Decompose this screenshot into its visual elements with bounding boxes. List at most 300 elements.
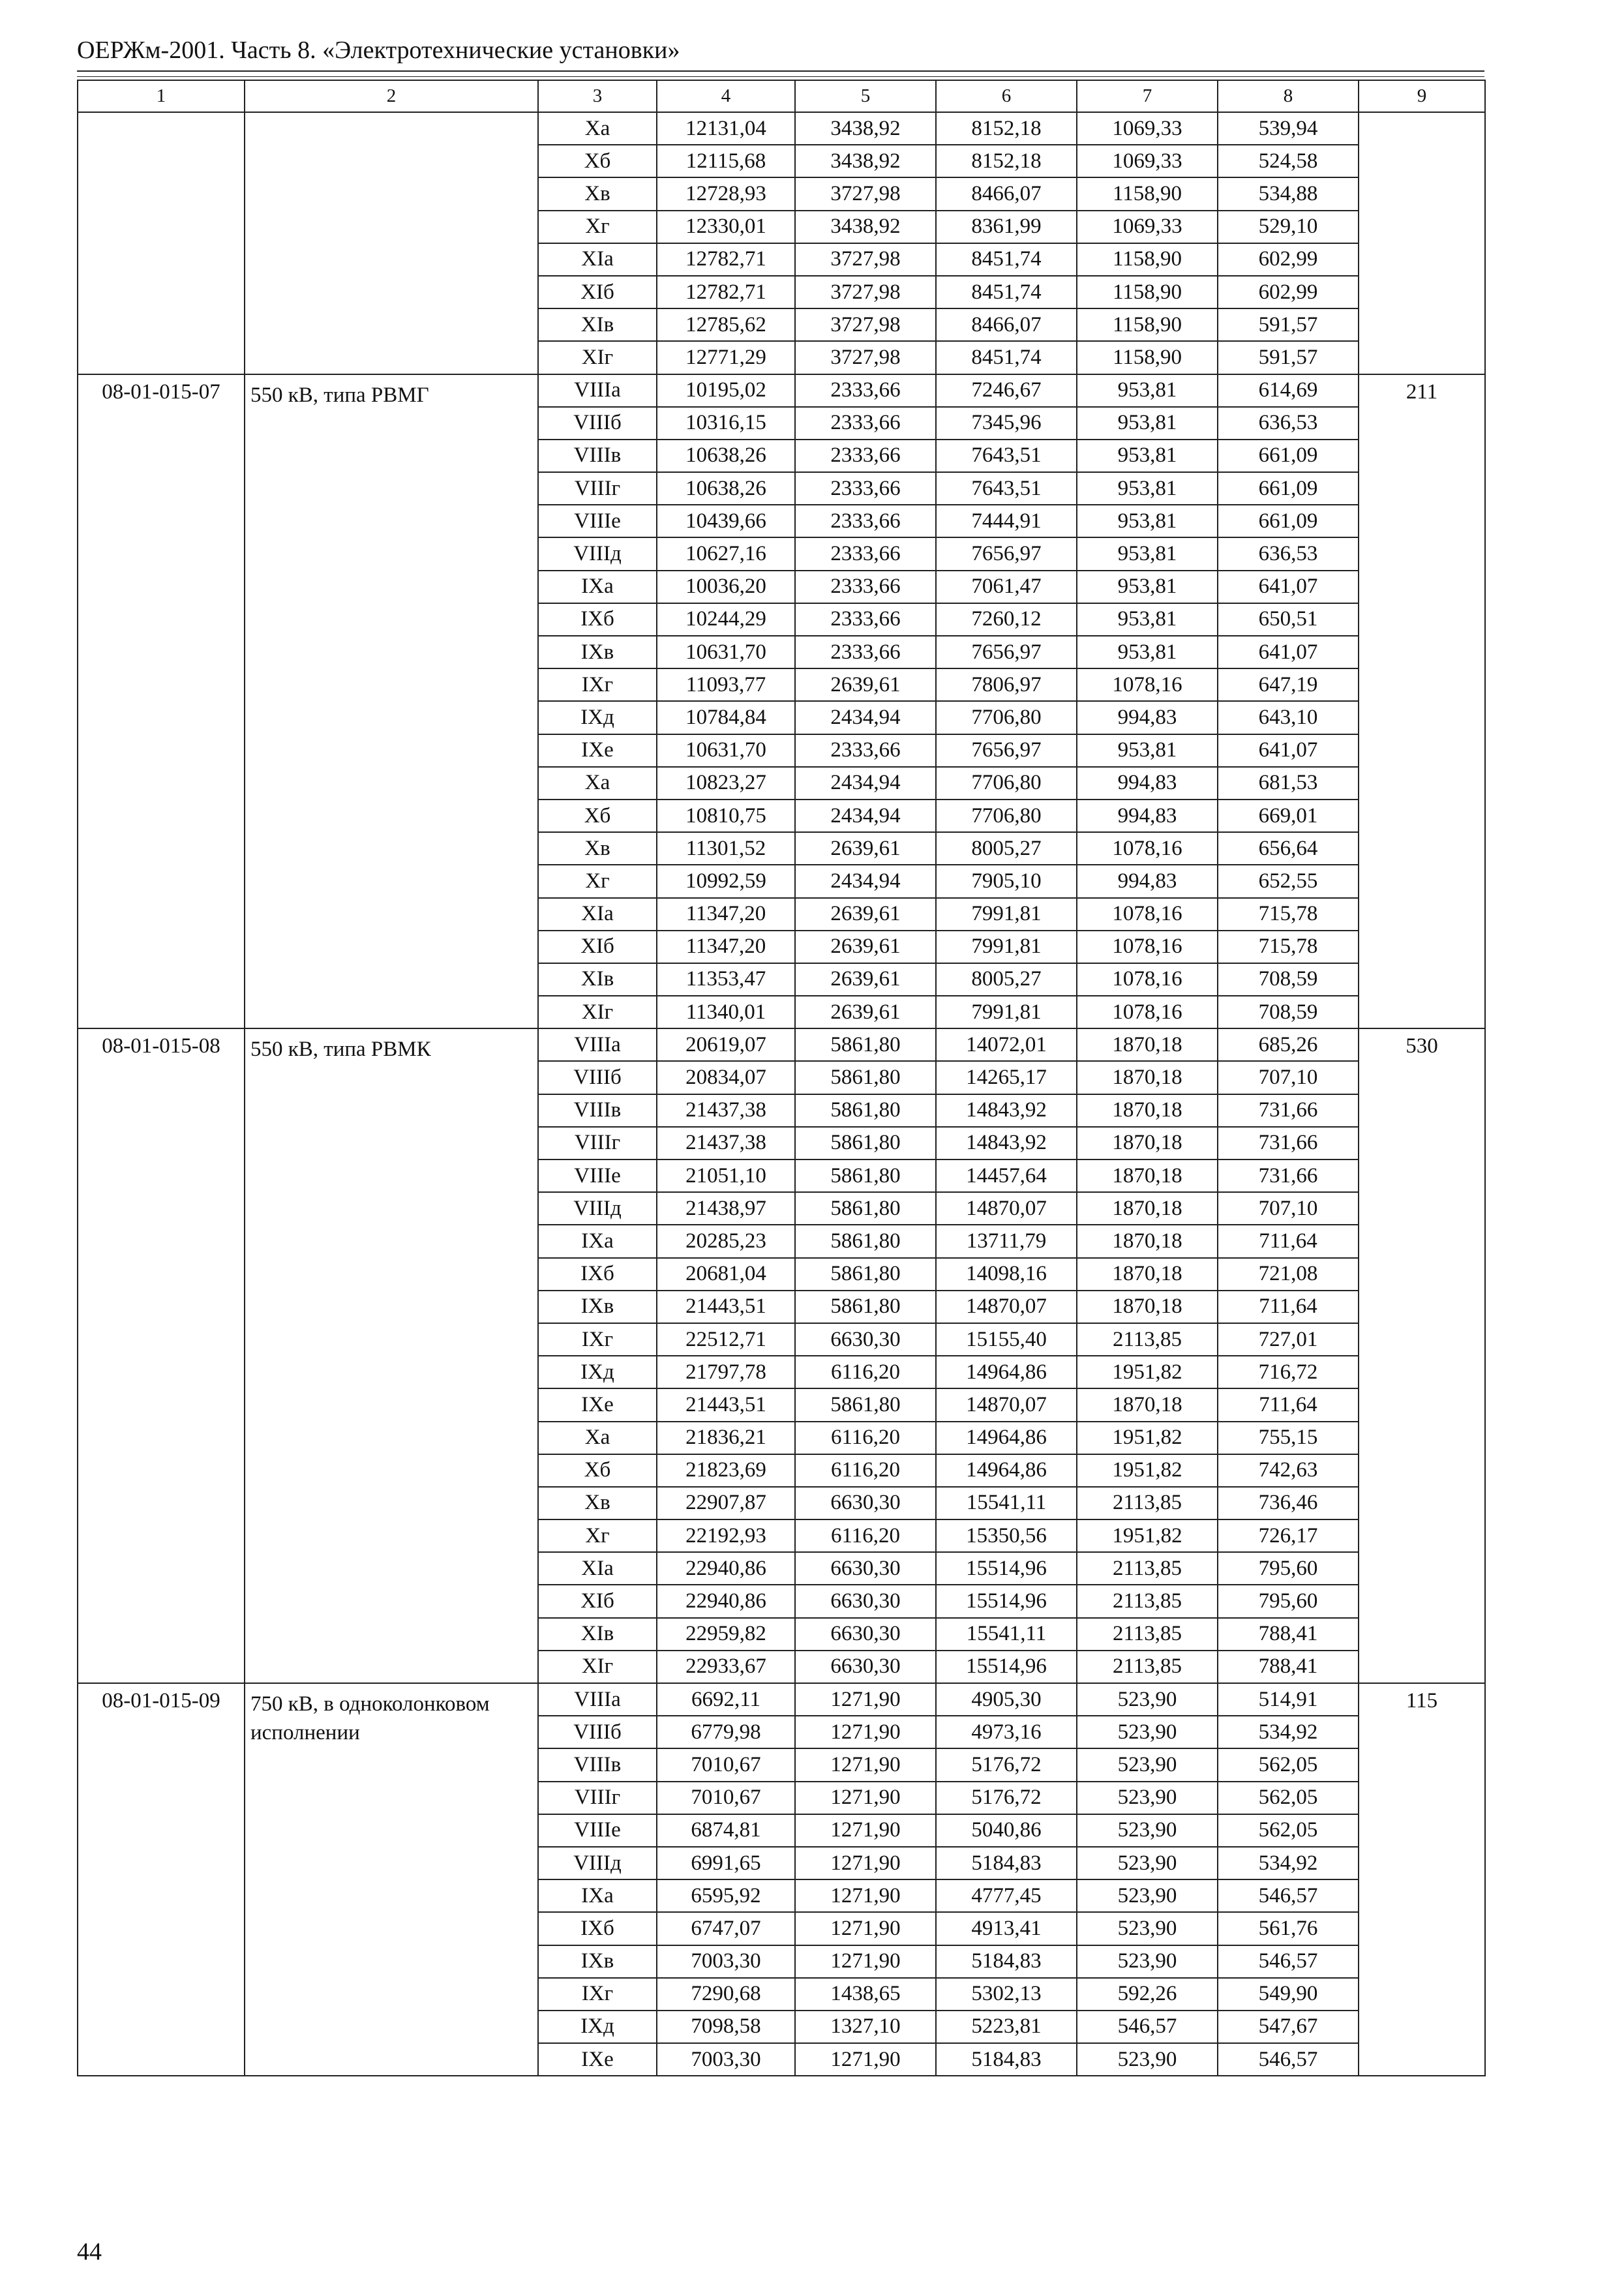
cost-materials: 707,10 bbox=[1218, 1061, 1359, 1094]
cost-total: 7010,67 bbox=[657, 1782, 795, 1814]
cost-wages: 5861,80 bbox=[795, 1159, 936, 1192]
cost-materials: 549,90 bbox=[1218, 1978, 1359, 2011]
cost-wages: 6630,30 bbox=[795, 1552, 936, 1585]
cost-machines: 5184,83 bbox=[936, 2043, 1077, 2076]
cost-wages: 6630,30 bbox=[795, 1585, 936, 1617]
cost-materials: 547,67 bbox=[1218, 2011, 1359, 2043]
cost-machinist-wages: 2113,85 bbox=[1077, 1487, 1218, 1519]
section-designation: XIб bbox=[538, 276, 657, 308]
cost-wages: 5861,80 bbox=[795, 1291, 936, 1323]
cost-materials: 524,58 bbox=[1218, 145, 1359, 177]
cost-materials: 788,41 bbox=[1218, 1651, 1359, 1683]
cost-materials: 534,88 bbox=[1218, 177, 1359, 210]
section-designation: IXб bbox=[538, 603, 657, 636]
cost-materials: 602,99 bbox=[1218, 243, 1359, 276]
cost-wages: 2639,61 bbox=[795, 832, 936, 865]
cost-materials: 711,64 bbox=[1218, 1225, 1359, 1257]
cost-total: 21437,38 bbox=[657, 1127, 795, 1159]
cost-machines: 8152,18 bbox=[936, 145, 1077, 177]
section-designation: XIг bbox=[538, 996, 657, 1028]
cost-machinist-wages: 1870,18 bbox=[1077, 1258, 1218, 1291]
item-col9-value: 211 bbox=[1359, 374, 1485, 1029]
cost-machines: 5184,83 bbox=[936, 1945, 1077, 1978]
cost-machines: 5184,83 bbox=[936, 1847, 1077, 1879]
cost-wages: 1271,90 bbox=[795, 1782, 936, 1814]
cost-materials: 731,66 bbox=[1218, 1094, 1359, 1127]
cost-machines: 7706,80 bbox=[936, 767, 1077, 800]
cost-wages: 2333,66 bbox=[795, 472, 936, 505]
cost-wages: 1438,65 bbox=[795, 1978, 936, 2011]
cost-machines: 14843,92 bbox=[936, 1127, 1077, 1159]
cost-machines: 7905,10 bbox=[936, 865, 1077, 897]
cost-wages: 6630,30 bbox=[795, 1618, 936, 1651]
section-designation: VIIIг bbox=[538, 1127, 657, 1159]
cost-wages: 1271,90 bbox=[795, 1748, 936, 1781]
cost-total: 21797,78 bbox=[657, 1356, 795, 1388]
cost-materials: 534,92 bbox=[1218, 1716, 1359, 1748]
cost-total: 10823,27 bbox=[657, 767, 795, 800]
cost-machines: 14098,16 bbox=[936, 1258, 1077, 1291]
cost-machinist-wages: 1158,90 bbox=[1077, 243, 1218, 276]
cost-machinist-wages: 953,81 bbox=[1077, 537, 1218, 570]
cost-materials: 614,69 bbox=[1218, 374, 1359, 407]
cost-total: 22907,87 bbox=[657, 1487, 795, 1519]
cost-machinist-wages: 2113,85 bbox=[1077, 1552, 1218, 1585]
section-designation: VIIIд bbox=[538, 1847, 657, 1879]
column-number: 4 bbox=[657, 80, 795, 112]
cost-wages: 6630,30 bbox=[795, 1651, 936, 1683]
cost-machines: 8005,27 bbox=[936, 832, 1077, 865]
cost-wages: 1271,90 bbox=[795, 1716, 936, 1748]
cost-total: 7003,30 bbox=[657, 2043, 795, 2076]
cost-wages: 6116,20 bbox=[795, 1454, 936, 1487]
section-designation: Xб bbox=[538, 800, 657, 832]
cost-machinist-wages: 1069,33 bbox=[1077, 145, 1218, 177]
cost-total: 6747,07 bbox=[657, 1912, 795, 1945]
cost-wages: 6630,30 bbox=[795, 1323, 936, 1356]
cost-machines: 13711,79 bbox=[936, 1225, 1077, 1257]
column-number-row bbox=[78, 80, 1485, 112]
cost-machinist-wages: 523,90 bbox=[1077, 2043, 1218, 2076]
cost-machines: 14870,07 bbox=[936, 1291, 1077, 1323]
cost-total: 22512,71 bbox=[657, 1323, 795, 1356]
cost-machines: 5223,81 bbox=[936, 2011, 1077, 2043]
cost-machines: 8466,07 bbox=[936, 177, 1077, 210]
cost-machinist-wages: 1158,90 bbox=[1077, 341, 1218, 374]
cost-machines: 15350,56 bbox=[936, 1519, 1077, 1552]
cost-machines: 5176,72 bbox=[936, 1748, 1077, 1781]
cost-wages: 2434,94 bbox=[795, 800, 936, 832]
cost-machines: 15155,40 bbox=[936, 1323, 1077, 1356]
cost-wages: 3727,98 bbox=[795, 177, 936, 210]
cost-machinist-wages: 523,90 bbox=[1077, 1716, 1218, 1748]
column-number: 5 bbox=[795, 80, 936, 112]
cost-wages: 3727,98 bbox=[795, 308, 936, 341]
section-designation: VIIIв bbox=[538, 1748, 657, 1781]
cost-total: 10195,02 bbox=[657, 374, 795, 407]
cost-materials: 529,10 bbox=[1218, 211, 1359, 243]
cost-machines: 4905,30 bbox=[936, 1683, 1077, 1716]
cost-wages: 2333,66 bbox=[795, 374, 936, 407]
section-designation: VIIIв bbox=[538, 440, 657, 472]
cost-total: 6779,98 bbox=[657, 1716, 795, 1748]
cost-total: 21443,51 bbox=[657, 1291, 795, 1323]
cost-machinist-wages: 1951,82 bbox=[1077, 1356, 1218, 1388]
cost-machinist-wages: 1078,16 bbox=[1077, 898, 1218, 931]
cost-machines: 5040,86 bbox=[936, 1814, 1077, 1847]
cost-machines: 14870,07 bbox=[936, 1192, 1077, 1225]
cost-materials: 539,94 bbox=[1218, 112, 1359, 145]
section-designation: IXг bbox=[538, 1978, 657, 2011]
cost-machinist-wages: 1870,18 bbox=[1077, 1192, 1218, 1225]
section-designation: VIIIд bbox=[538, 1192, 657, 1225]
cost-materials: 647,19 bbox=[1218, 668, 1359, 701]
cost-machinist-wages: 1078,16 bbox=[1077, 963, 1218, 996]
cost-total: 6874,81 bbox=[657, 1814, 795, 1847]
cost-wages: 3438,92 bbox=[795, 145, 936, 177]
section-designation: IXе bbox=[538, 1388, 657, 1421]
section-designation: VIIIб bbox=[538, 1061, 657, 1094]
section-designation: Xб bbox=[538, 145, 657, 177]
cost-materials: 591,57 bbox=[1218, 308, 1359, 341]
section-designation: VIIIа bbox=[538, 1683, 657, 1716]
cost-materials: 661,09 bbox=[1218, 440, 1359, 472]
cost-wages: 2333,66 bbox=[795, 571, 936, 603]
section-designation: Xа bbox=[538, 112, 657, 145]
cost-wages: 1271,90 bbox=[795, 1912, 936, 1945]
cost-total: 21051,10 bbox=[657, 1159, 795, 1192]
cost-materials: 731,66 bbox=[1218, 1159, 1359, 1192]
cost-materials: 561,76 bbox=[1218, 1912, 1359, 1945]
cost-materials: 514,91 bbox=[1218, 1683, 1359, 1716]
cost-materials: 708,59 bbox=[1218, 963, 1359, 996]
cost-total: 10992,59 bbox=[657, 865, 795, 897]
cost-machines: 7656,97 bbox=[936, 537, 1077, 570]
cost-machinist-wages: 1870,18 bbox=[1077, 1127, 1218, 1159]
cost-wages: 2333,66 bbox=[795, 603, 936, 636]
cost-total: 21438,97 bbox=[657, 1192, 795, 1225]
cost-machines: 8361,99 bbox=[936, 211, 1077, 243]
cost-materials: 708,59 bbox=[1218, 996, 1359, 1028]
cost-wages: 1327,10 bbox=[795, 2011, 936, 2043]
cost-wages: 3727,98 bbox=[795, 243, 936, 276]
cost-total: 10638,26 bbox=[657, 472, 795, 505]
section-designation: IXв bbox=[538, 1291, 657, 1323]
cost-wages: 3438,92 bbox=[795, 211, 936, 243]
section-designation: VIIIг bbox=[538, 1782, 657, 1814]
section-designation: VIIIе bbox=[538, 505, 657, 537]
column-number: 2 bbox=[245, 80, 538, 112]
item-col9-value bbox=[1359, 112, 1485, 374]
cost-materials: 562,05 bbox=[1218, 1782, 1359, 1814]
section-designation: Xб bbox=[538, 1454, 657, 1487]
cost-machinist-wages: 953,81 bbox=[1077, 636, 1218, 668]
cost-machines: 7444,91 bbox=[936, 505, 1077, 537]
cost-wages: 2333,66 bbox=[795, 505, 936, 537]
cost-materials: 650,51 bbox=[1218, 603, 1359, 636]
cost-materials: 641,07 bbox=[1218, 636, 1359, 668]
column-number: 9 bbox=[1359, 80, 1485, 112]
table-row bbox=[78, 112, 1485, 145]
cost-machines: 14265,17 bbox=[936, 1061, 1077, 1094]
cost-machinist-wages: 592,26 bbox=[1077, 1978, 1218, 2011]
cost-machinist-wages: 994,83 bbox=[1077, 800, 1218, 832]
cost-wages: 6116,20 bbox=[795, 1356, 936, 1388]
section-designation: Xг bbox=[538, 865, 657, 897]
cost-wages: 5861,80 bbox=[795, 1225, 936, 1257]
cost-materials: 643,10 bbox=[1218, 701, 1359, 734]
cost-materials: 602,99 bbox=[1218, 276, 1359, 308]
section-designation: Xа bbox=[538, 1422, 657, 1454]
cost-total: 7098,58 bbox=[657, 2011, 795, 2043]
item-name bbox=[245, 112, 538, 374]
cost-wages: 1271,90 bbox=[795, 2043, 936, 2076]
item-name: 550 кВ, типа РВМК bbox=[245, 1028, 538, 1683]
section-designation: VIIIе bbox=[538, 1159, 657, 1192]
cost-machinist-wages: 1870,18 bbox=[1077, 1388, 1218, 1421]
cost-materials: 736,46 bbox=[1218, 1487, 1359, 1519]
cost-machinist-wages: 1951,82 bbox=[1077, 1519, 1218, 1552]
cost-wages: 5861,80 bbox=[795, 1192, 936, 1225]
section-designation: IXа bbox=[538, 1225, 657, 1257]
cost-machinist-wages: 1870,18 bbox=[1077, 1094, 1218, 1127]
cost-materials: 562,05 bbox=[1218, 1814, 1359, 1847]
cost-machinist-wages: 1870,18 bbox=[1077, 1159, 1218, 1192]
cost-total: 21443,51 bbox=[657, 1388, 795, 1421]
cost-machines: 7061,47 bbox=[936, 571, 1077, 603]
item-code: 08-01-015-08 bbox=[78, 1028, 245, 1683]
cost-materials: 681,53 bbox=[1218, 767, 1359, 800]
section-designation: VIIIа bbox=[538, 1028, 657, 1061]
cost-total: 10627,16 bbox=[657, 537, 795, 570]
cost-machinist-wages: 1078,16 bbox=[1077, 668, 1218, 701]
cost-wages: 1271,90 bbox=[795, 1879, 936, 1912]
cost-machinist-wages: 523,90 bbox=[1077, 1814, 1218, 1847]
item-col9-value: 530 bbox=[1359, 1028, 1485, 1683]
cost-total: 6991,65 bbox=[657, 1847, 795, 1879]
section-designation: XIг bbox=[538, 341, 657, 374]
cost-machinist-wages: 953,81 bbox=[1077, 472, 1218, 505]
cost-machines: 8005,27 bbox=[936, 963, 1077, 996]
cost-machinist-wages: 1870,18 bbox=[1077, 1225, 1218, 1257]
cost-machinist-wages: 1870,18 bbox=[1077, 1061, 1218, 1094]
cost-wages: 2333,66 bbox=[795, 407, 936, 440]
cost-total: 12771,29 bbox=[657, 341, 795, 374]
section-designation: XIа bbox=[538, 898, 657, 931]
cost-materials: 715,78 bbox=[1218, 931, 1359, 963]
cost-machines: 7991,81 bbox=[936, 996, 1077, 1028]
cost-total: 7010,67 bbox=[657, 1748, 795, 1781]
cost-machinist-wages: 953,81 bbox=[1077, 407, 1218, 440]
cost-materials: 546,57 bbox=[1218, 2043, 1359, 2076]
cost-machines: 15541,11 bbox=[936, 1618, 1077, 1651]
cost-total: 10784,84 bbox=[657, 701, 795, 734]
section-designation: IXб bbox=[538, 1258, 657, 1291]
cost-total: 11093,77 bbox=[657, 668, 795, 701]
cost-total: 10631,70 bbox=[657, 734, 795, 767]
cost-machines: 15514,96 bbox=[936, 1552, 1077, 1585]
cost-machines: 14870,07 bbox=[936, 1388, 1077, 1421]
section-designation: VIIIе bbox=[538, 1814, 657, 1847]
cost-total: 21836,21 bbox=[657, 1422, 795, 1454]
page-number: 44 bbox=[77, 2238, 102, 2266]
cost-machines: 8451,74 bbox=[936, 341, 1077, 374]
cost-machinist-wages: 953,81 bbox=[1077, 505, 1218, 537]
cost-wages: 5861,80 bbox=[795, 1258, 936, 1291]
section-designation: IXг bbox=[538, 668, 657, 701]
section-designation: IXг bbox=[538, 1323, 657, 1356]
item-name: 550 кВ, типа РВМГ bbox=[245, 374, 538, 1029]
cost-total: 11347,20 bbox=[657, 931, 795, 963]
table-row bbox=[78, 374, 1485, 407]
cost-wages: 1271,90 bbox=[795, 1814, 936, 1847]
cost-total: 22940,86 bbox=[657, 1585, 795, 1617]
cost-machinist-wages: 523,90 bbox=[1077, 1748, 1218, 1781]
section-designation: IXе bbox=[538, 734, 657, 767]
section-designation: XIб bbox=[538, 931, 657, 963]
cost-machines: 8466,07 bbox=[936, 308, 1077, 341]
cost-machines: 8451,74 bbox=[936, 243, 1077, 276]
cost-total: 7290,68 bbox=[657, 1978, 795, 2011]
cost-total: 20834,07 bbox=[657, 1061, 795, 1094]
section-designation: Xв bbox=[538, 832, 657, 865]
column-number: 8 bbox=[1218, 80, 1359, 112]
cost-total: 12782,71 bbox=[657, 276, 795, 308]
section-designation: VIIIг bbox=[538, 472, 657, 505]
cost-machines: 7656,97 bbox=[936, 734, 1077, 767]
section-designation: XIа bbox=[538, 243, 657, 276]
cost-total: 6595,92 bbox=[657, 1879, 795, 1912]
cost-total: 6692,11 bbox=[657, 1683, 795, 1716]
cost-wages: 1271,90 bbox=[795, 1683, 936, 1716]
cost-machinist-wages: 1870,18 bbox=[1077, 1028, 1218, 1061]
cost-total: 20619,07 bbox=[657, 1028, 795, 1061]
cost-total: 12330,01 bbox=[657, 211, 795, 243]
cost-machines: 15541,11 bbox=[936, 1487, 1077, 1519]
cost-machinist-wages: 953,81 bbox=[1077, 374, 1218, 407]
cost-machinist-wages: 1158,90 bbox=[1077, 177, 1218, 210]
cost-wages: 6116,20 bbox=[795, 1422, 936, 1454]
cost-wages: 5861,80 bbox=[795, 1061, 936, 1094]
section-designation: XIв bbox=[538, 963, 657, 996]
cost-materials: 641,07 bbox=[1218, 571, 1359, 603]
section-designation: VIIIа bbox=[538, 374, 657, 407]
cost-wages: 3438,92 bbox=[795, 112, 936, 145]
cost-materials: 726,17 bbox=[1218, 1519, 1359, 1552]
cost-total: 22940,86 bbox=[657, 1552, 795, 1585]
cost-total: 11347,20 bbox=[657, 898, 795, 931]
cost-total: 12728,93 bbox=[657, 177, 795, 210]
cost-machinist-wages: 2113,85 bbox=[1077, 1323, 1218, 1356]
cost-total: 20285,23 bbox=[657, 1225, 795, 1257]
section-designation: IXб bbox=[538, 1912, 657, 1945]
cost-machinist-wages: 1069,33 bbox=[1077, 112, 1218, 145]
section-designation: IXа bbox=[538, 1879, 657, 1912]
cost-total: 11340,01 bbox=[657, 996, 795, 1028]
section-designation: VIIIб bbox=[538, 1716, 657, 1748]
cost-machines: 7706,80 bbox=[936, 701, 1077, 734]
table-body bbox=[78, 80, 1485, 2076]
cost-wages: 3727,98 bbox=[795, 276, 936, 308]
cost-total: 7003,30 bbox=[657, 1945, 795, 1978]
cost-wages: 2333,66 bbox=[795, 440, 936, 472]
section-designation: VIIIд bbox=[538, 537, 657, 570]
cost-wages: 2639,61 bbox=[795, 996, 936, 1028]
cost-total: 10638,26 bbox=[657, 440, 795, 472]
item-col9-value: 115 bbox=[1359, 1683, 1485, 2076]
cost-wages: 5861,80 bbox=[795, 1094, 936, 1127]
cost-materials: 711,64 bbox=[1218, 1291, 1359, 1323]
section-designation: IXв bbox=[538, 636, 657, 668]
section-designation: XIб bbox=[538, 1585, 657, 1617]
cost-machines: 15514,96 bbox=[936, 1585, 1077, 1617]
price-table bbox=[77, 80, 1486, 2076]
cost-machines: 7246,67 bbox=[936, 374, 1077, 407]
table-row bbox=[78, 1028, 1485, 1061]
cost-materials: 707,10 bbox=[1218, 1192, 1359, 1225]
cost-total: 10316,15 bbox=[657, 407, 795, 440]
cost-wages: 2639,61 bbox=[795, 963, 936, 996]
cost-materials: 795,60 bbox=[1218, 1585, 1359, 1617]
cost-wages: 1271,90 bbox=[795, 1847, 936, 1879]
cost-materials: 656,64 bbox=[1218, 832, 1359, 865]
cost-materials: 715,78 bbox=[1218, 898, 1359, 931]
cost-total: 11301,52 bbox=[657, 832, 795, 865]
item-code bbox=[78, 112, 245, 374]
cost-materials: 742,63 bbox=[1218, 1454, 1359, 1487]
cost-machinist-wages: 1951,82 bbox=[1077, 1422, 1218, 1454]
section-designation: IXд bbox=[538, 2011, 657, 2043]
cost-machinist-wages: 953,81 bbox=[1077, 571, 1218, 603]
cost-total: 20681,04 bbox=[657, 1258, 795, 1291]
cost-machines: 4913,41 bbox=[936, 1912, 1077, 1945]
section-designation: Xв bbox=[538, 1487, 657, 1519]
cost-materials: 534,92 bbox=[1218, 1847, 1359, 1879]
cost-machines: 7656,97 bbox=[936, 636, 1077, 668]
cost-total: 12782,71 bbox=[657, 243, 795, 276]
section-designation: VIIIб bbox=[538, 407, 657, 440]
cost-wages: 6630,30 bbox=[795, 1487, 936, 1519]
section-designation: IXе bbox=[538, 2043, 657, 2076]
cost-machinist-wages: 953,81 bbox=[1077, 734, 1218, 767]
cost-materials: 721,08 bbox=[1218, 1258, 1359, 1291]
cost-wages: 6116,20 bbox=[795, 1519, 936, 1552]
cost-total: 11353,47 bbox=[657, 963, 795, 996]
cost-total: 22933,67 bbox=[657, 1651, 795, 1683]
cost-materials: 546,57 bbox=[1218, 1879, 1359, 1912]
cost-machinist-wages: 994,83 bbox=[1077, 767, 1218, 800]
cost-materials: 591,57 bbox=[1218, 341, 1359, 374]
cost-machines: 5302,13 bbox=[936, 1978, 1077, 2011]
cost-materials: 641,07 bbox=[1218, 734, 1359, 767]
cost-materials: 636,53 bbox=[1218, 537, 1359, 570]
cost-machines: 4777,45 bbox=[936, 1879, 1077, 1912]
cost-machines: 14964,86 bbox=[936, 1356, 1077, 1388]
cost-materials: 711,64 bbox=[1218, 1388, 1359, 1421]
cost-machines: 14072,01 bbox=[936, 1028, 1077, 1061]
cost-machinist-wages: 1078,16 bbox=[1077, 931, 1218, 963]
cost-machinist-wages: 523,90 bbox=[1077, 1945, 1218, 1978]
section-designation: IXд bbox=[538, 701, 657, 734]
column-number: 7 bbox=[1077, 80, 1218, 112]
cost-machines: 7991,81 bbox=[936, 931, 1077, 963]
cost-machines: 14964,86 bbox=[936, 1422, 1077, 1454]
cost-machines: 8451,74 bbox=[936, 276, 1077, 308]
cost-machinist-wages: 953,81 bbox=[1077, 440, 1218, 472]
cost-materials: 716,72 bbox=[1218, 1356, 1359, 1388]
cost-materials: 685,26 bbox=[1218, 1028, 1359, 1061]
cost-materials: 661,09 bbox=[1218, 505, 1359, 537]
